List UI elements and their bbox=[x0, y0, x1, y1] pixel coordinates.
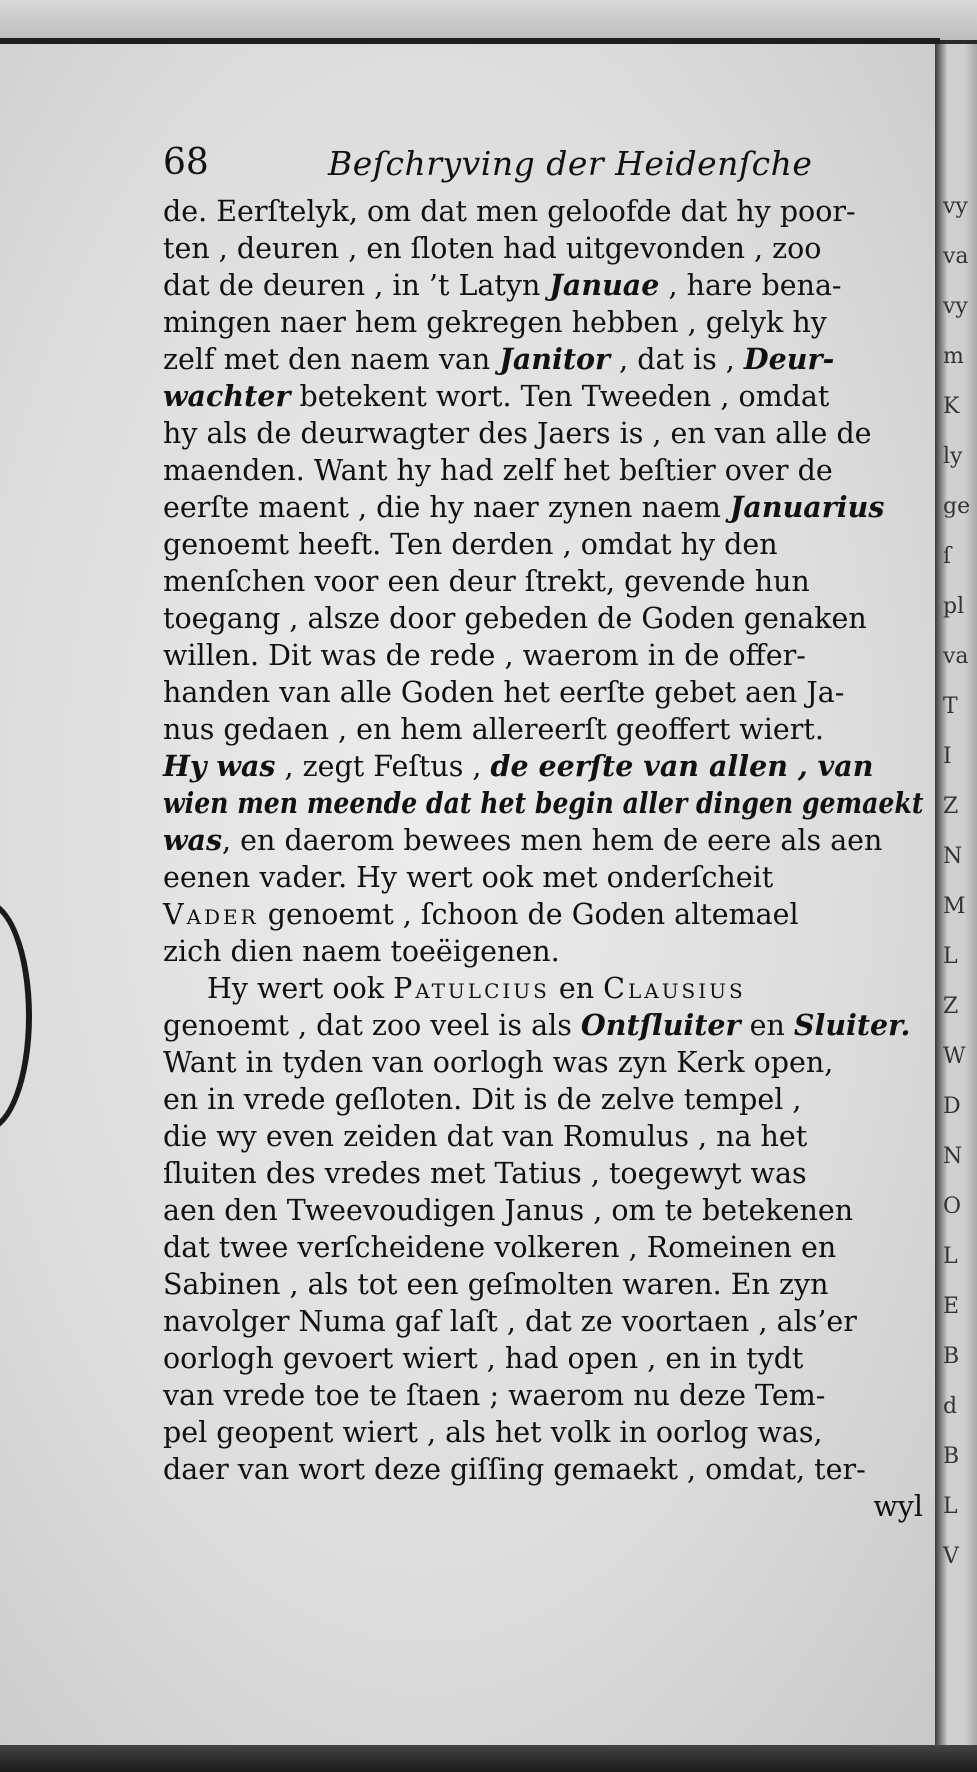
facing-page-fragment: O bbox=[943, 1194, 962, 1219]
text-line bbox=[163, 452, 923, 489]
scan-bottom-edge bbox=[0, 1745, 977, 1772]
text-segment: willen. Dit was de rede , waerom in de offer- bbox=[163, 639, 806, 672]
text-segment: Hy wert ook bbox=[207, 972, 394, 1005]
text-segment: ten , deuren , en ſloten had uitgevonden , zoo bbox=[163, 232, 822, 265]
text-segment: genoemt , dat zoo veel is als bbox=[163, 1009, 581, 1042]
text-segment: menſchen voor een deur ſtrekt, gevende hun bbox=[163, 565, 810, 598]
text-segment: Want in tyden van oorlogh was zyn Kerk open, bbox=[163, 1046, 834, 1079]
text-line bbox=[163, 415, 923, 452]
text-segment: , dat is , bbox=[610, 343, 744, 376]
facing-page-fragment: T bbox=[943, 694, 958, 719]
facing-page-fragment: N bbox=[943, 1144, 963, 1169]
text-line bbox=[163, 489, 923, 526]
text-segment: dat de deuren , in ’t Latyn bbox=[163, 269, 550, 302]
text-segment: hy als de deurwagter des Jaers is , en van alle de bbox=[163, 417, 872, 450]
facing-page-fragment: ly bbox=[943, 444, 963, 469]
facing-page-fragment: B bbox=[943, 1444, 960, 1469]
text-line bbox=[163, 600, 923, 637]
text-segment: wyl bbox=[873, 1490, 923, 1523]
text-line bbox=[163, 1118, 923, 1155]
text-line bbox=[163, 1377, 923, 1414]
text-segment: mingen naer hem gekregen hebben , gelyk hy bbox=[163, 306, 827, 339]
page-header bbox=[163, 142, 923, 192]
small-caps-text: Clausius bbox=[603, 972, 746, 1005]
text-line bbox=[163, 674, 923, 711]
text-line bbox=[163, 563, 923, 600]
facing-page-fragment: M bbox=[943, 894, 966, 919]
text-line bbox=[163, 378, 923, 415]
text-segment: navolger Numa gaf laſt , dat ze voortaen , als’er bbox=[163, 1305, 857, 1338]
text-segment: pel geopent wiert , als het volk in oorlog was, bbox=[163, 1416, 823, 1449]
text-segment: genoemt , ſchoon de Goden altemael bbox=[258, 898, 799, 931]
facing-page-fragment: ſ bbox=[943, 544, 952, 569]
facing-page-fragment: L bbox=[943, 1244, 958, 1269]
text-segment: eerſte maent , die hy naer zynen naem bbox=[163, 491, 730, 524]
facing-page-fragment: L bbox=[943, 1494, 958, 1519]
text-line bbox=[163, 748, 923, 785]
text-line bbox=[163, 933, 923, 970]
text-line bbox=[163, 822, 923, 859]
italic-text: wien men meende dat het begin aller dingen gemaekt bbox=[163, 786, 924, 820]
italic-text: Sluiter. bbox=[793, 1008, 911, 1042]
facing-page-fragment: pl bbox=[943, 594, 965, 619]
italic-text: Januarius bbox=[729, 490, 885, 524]
text-line bbox=[163, 970, 923, 1007]
body-text bbox=[163, 193, 923, 1525]
text-line bbox=[163, 1007, 923, 1044]
text-segment: en bbox=[740, 1009, 794, 1042]
facing-page-fragment: W bbox=[943, 1044, 966, 1069]
facing-page-fragment: vy bbox=[943, 294, 968, 319]
facing-page-fragment: V bbox=[943, 1544, 959, 1569]
text-line bbox=[163, 1451, 923, 1488]
text-line bbox=[163, 230, 923, 267]
text-segment: en in vrede geſloten. Dit is de zelve tempel , bbox=[163, 1083, 802, 1116]
text-line bbox=[163, 1488, 923, 1525]
text-segment: eenen vader. Hy wert ook met onderſcheit bbox=[163, 861, 774, 894]
text-line bbox=[163, 1081, 923, 1118]
text-segment: Sabinen , als tot een geſmolten waren. En zyn bbox=[163, 1268, 829, 1301]
text-segment: die wy even zeiden dat van Romulus , na het bbox=[163, 1120, 808, 1153]
italic-text: was bbox=[163, 823, 223, 857]
facing-page-fragment: L bbox=[943, 944, 958, 969]
text-segment: oorlogh gevoert wiert , had open , en in tydt bbox=[163, 1342, 804, 1375]
text-line bbox=[163, 1229, 923, 1266]
italic-text: wachter bbox=[163, 379, 291, 413]
text-segment: de. Eerſtelyk, om dat men geloofde dat hy poor- bbox=[163, 195, 856, 228]
facing-page-fragment: B bbox=[943, 1344, 960, 1369]
text-line bbox=[163, 304, 923, 341]
text-line bbox=[163, 1155, 923, 1192]
text-segment: zelf met den naem van bbox=[163, 343, 500, 376]
facing-page-fragment: ge bbox=[943, 494, 971, 519]
facing-page-fragment: d bbox=[943, 1394, 958, 1419]
text-segment: , hare bena- bbox=[659, 269, 842, 302]
text-segment: zich dien naem toeëigenen. bbox=[163, 935, 560, 968]
text-line bbox=[163, 896, 923, 933]
text-line bbox=[163, 193, 923, 230]
text-segment: , en daerom bewees men hem de eere als aen bbox=[222, 824, 883, 857]
text-segment: van vrede toe te ſtaen ; waerom nu deze Tem- bbox=[163, 1379, 826, 1412]
text-line bbox=[163, 1044, 923, 1081]
text-segment: aen den Tweevoudigen Janus , om te betekenen bbox=[163, 1194, 854, 1227]
text-line bbox=[163, 1266, 923, 1303]
facing-page-fragment: vy bbox=[943, 194, 968, 219]
text-line bbox=[163, 1340, 923, 1377]
text-segment: nus gedaen , en hem allereerſt geoffert wiert. bbox=[163, 713, 824, 746]
text-line bbox=[163, 267, 923, 304]
facing-page-fragment: E bbox=[943, 1294, 960, 1319]
italic-text: Janitor bbox=[499, 342, 611, 376]
text-line bbox=[163, 711, 923, 748]
facing-page-fragment: I bbox=[943, 744, 952, 769]
facing-page-fragment: m bbox=[943, 344, 964, 369]
facing-page-fragment: K bbox=[943, 394, 960, 419]
text-line bbox=[163, 785, 924, 822]
italic-text: Januae bbox=[549, 268, 660, 302]
text-line bbox=[163, 1303, 923, 1340]
text-line bbox=[163, 1414, 923, 1451]
text-segment: genoemt heeft. Ten derden , omdat hy den bbox=[163, 528, 778, 561]
text-segment: betekent wort. Ten Tweeden , omdat bbox=[290, 380, 830, 413]
text-segment: daer van wort deze giſſing gemaekt , omdat, ter- bbox=[163, 1453, 866, 1486]
facing-page-fragment: N bbox=[943, 844, 963, 869]
small-caps-text: Vader bbox=[163, 898, 259, 931]
facing-page-gutter bbox=[935, 44, 977, 1754]
text-segment: ſluiten des vredes met Tatius , toegewyt was bbox=[163, 1157, 807, 1190]
text-segment: en bbox=[549, 972, 604, 1005]
running-title: Beſchryving der Heidenſche bbox=[328, 144, 813, 183]
text-segment: toegang , alsze door gebeden de Goden genaken bbox=[163, 602, 867, 635]
italic-text: Hy was bbox=[163, 749, 276, 783]
text-line bbox=[163, 341, 923, 378]
text-segment: dat twee verſcheidene volkeren , Romeinen en bbox=[163, 1231, 837, 1264]
text-line bbox=[163, 526, 923, 563]
text-segment: maenden. Want hy had zelf het beſtier over de bbox=[163, 454, 833, 487]
page-number: 68 bbox=[163, 142, 209, 183]
text-segment: , zegt Feſtus , bbox=[275, 750, 491, 783]
text-line bbox=[163, 1192, 923, 1229]
facing-page-fragment: Z bbox=[943, 794, 959, 819]
facing-page-fragment: va bbox=[943, 644, 969, 669]
scan-top-edge bbox=[0, 0, 977, 40]
italic-text: Ontſluiter bbox=[580, 1008, 741, 1042]
text-segment: handen van alle Goden het eerſte gebet aen Ja- bbox=[163, 676, 845, 709]
facing-page-fragment: D bbox=[943, 1094, 961, 1119]
facing-page-fragment: Z bbox=[943, 994, 959, 1019]
small-caps-text: Patulcius bbox=[393, 972, 550, 1005]
text-line bbox=[163, 859, 923, 896]
italic-text: de eerſte van allen , van bbox=[490, 749, 874, 783]
italic-text: Deur- bbox=[743, 342, 835, 376]
facing-page-fragment: va bbox=[943, 244, 969, 269]
text-line bbox=[163, 637, 923, 674]
